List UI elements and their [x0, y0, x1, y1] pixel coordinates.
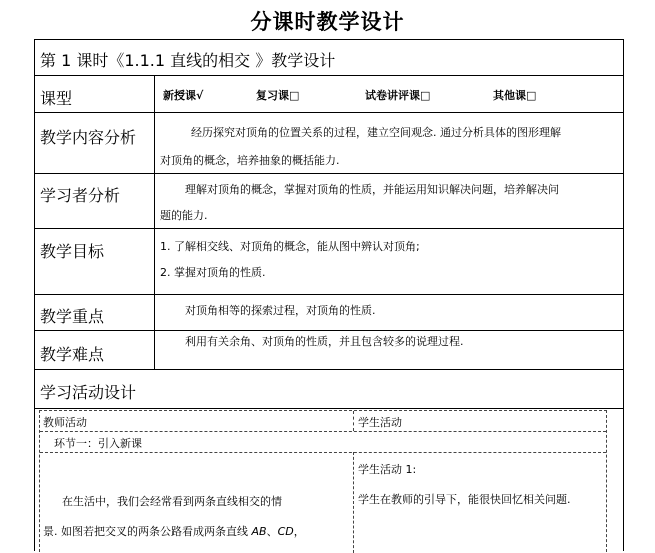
course-type-label: 课型 — [40, 89, 73, 108]
learner-analysis-text-line1: 理解对顶角的概念，掌握对顶角的性质，并能运用知识解决问题，培养解决问 — [185, 183, 559, 196]
label-column-divider — [154, 75, 155, 369]
activity-table — [39, 410, 607, 552]
learner-analysis-label: 学习者分析 — [40, 186, 121, 205]
column-divider — [353, 452, 354, 553]
teacher-activity-text-line1: 在生活中，我们会经常看到两条直线相交的情 — [62, 495, 282, 508]
content-analysis-text-line2: 对顶角的概念，培养抽象的概括能力. — [160, 154, 340, 167]
option-other-lesson: 其他课□ — [493, 89, 537, 102]
line-cd-label: CD — [277, 525, 294, 538]
lesson-title: 第 1 课时《1.1.1 直线的相交 》教学设计 — [40, 51, 336, 70]
row-divider — [35, 228, 623, 229]
difficulties-text: 利用有关余角、对顶角的性质，并且包含较多的说理过程. — [185, 335, 464, 348]
student-activity-title: 学生活动 1: — [358, 463, 417, 476]
objective-item-1: 1. 了解相交线、对顶角的概念，能从图中辨认对顶角; — [160, 240, 420, 253]
option-new-lesson: 新授课√ — [163, 89, 204, 102]
row-divider — [35, 330, 623, 331]
stage-title: 环节一：引入新课 — [54, 437, 142, 450]
student-activity-text: 学生在教师的引导下，能很快回忆相关问题. — [358, 493, 571, 506]
row-divider — [35, 369, 623, 370]
lesson-design-table — [34, 39, 624, 551]
key-points-text: 对顶角相等的探索过程，对顶角的性质. — [185, 304, 376, 317]
option-exam-review-lesson: 试卷讲评课□ — [365, 89, 431, 102]
row-divider — [35, 112, 623, 113]
teacher-activity-header: 教师活动 — [43, 416, 87, 429]
row-divider — [40, 452, 606, 453]
teacher-activity-text-line2: 景. 如图若把交叉的两条公路看成两条直线 AB、CD， — [43, 525, 305, 538]
column-divider — [353, 411, 354, 431]
objectives-label: 教学目标 — [40, 242, 105, 261]
row-divider — [35, 294, 623, 295]
content-analysis-text-line1: 经历探究对顶角的位置关系的过程，建立空间观念. 通过分析具体的图形理解 — [191, 126, 561, 139]
page-title: 分课时教学设计 — [250, 10, 405, 34]
learner-analysis-text-line2: 题的能力. — [160, 209, 208, 222]
row-divider — [35, 173, 623, 174]
line-ab-label: AB — [251, 525, 267, 538]
difficulties-label: 教学难点 — [40, 345, 105, 364]
objective-item-2: 2. 掌握对顶角的性质. — [160, 266, 266, 279]
option-review-lesson: 复习课□ — [256, 89, 300, 102]
row-divider — [40, 431, 606, 432]
content-analysis-label: 教学内容分析 — [40, 128, 137, 147]
row-divider — [35, 408, 623, 409]
activity-design-label: 学习活动设计 — [40, 383, 137, 402]
student-activity-header: 学生活动 — [358, 416, 402, 429]
row-divider — [35, 75, 623, 76]
key-points-label: 教学重点 — [40, 307, 105, 326]
